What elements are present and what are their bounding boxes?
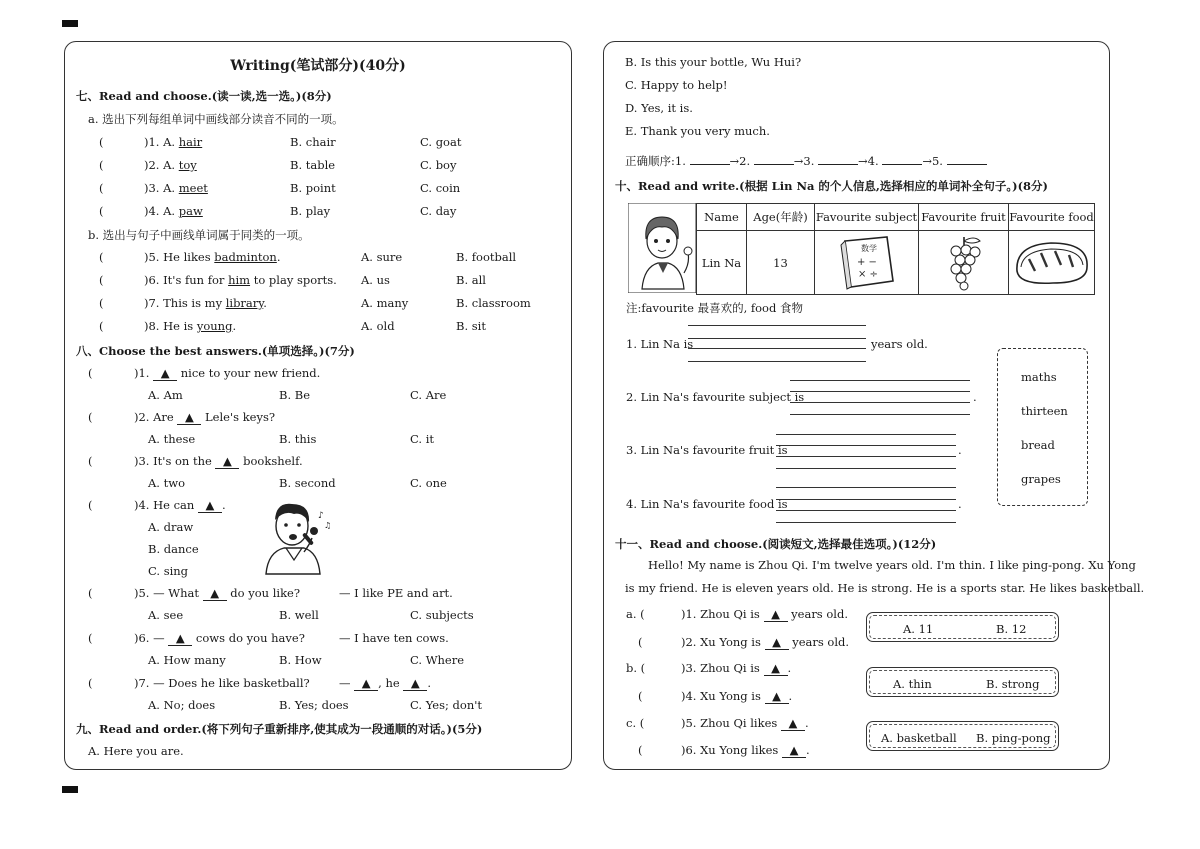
blank-triangle: ▲ xyxy=(781,716,805,731)
answer-line[interactable] xyxy=(790,391,970,392)
svg-text:♪: ♪ xyxy=(318,511,324,521)
order-item-a: A. Here you are. xyxy=(88,744,184,758)
answer-line[interactable] xyxy=(776,510,956,511)
option-c: C. sing xyxy=(148,564,189,578)
question-text: )3. Zhou Qi is ▲ . xyxy=(681,661,792,675)
sec7-part-a: a. 选出下列每组单词中画线部分读音不同的一项。 xyxy=(88,112,344,126)
option-a: A. draw xyxy=(148,520,194,534)
cell-age: 13 xyxy=(747,231,815,295)
cell-name: Lin Na xyxy=(697,231,747,295)
answer-paren[interactable]: ( xyxy=(99,181,104,195)
option-b: B. second xyxy=(279,476,336,490)
question-text: )1. A. hair xyxy=(144,135,203,149)
answer-line[interactable] xyxy=(688,348,866,349)
passage-line-1: Hello! My name is Zhou Qi. I'm twelve years old. I'm thin. I like ping-pong. Xu Yong xyxy=(648,558,1136,572)
answer-paren[interactable]: ( xyxy=(99,296,104,310)
word-bank-item: grapes xyxy=(1021,472,1061,486)
sentence-1-start: 1. Lin Na is xyxy=(626,337,694,351)
blank-triangle: ▲ xyxy=(354,676,378,691)
word-bank-item: maths xyxy=(1021,370,1057,384)
question-text: )2. A. toy xyxy=(144,158,197,172)
header-subject: Favourite subject xyxy=(815,204,919,231)
question-text: )5. He likes badminton. xyxy=(144,250,281,264)
answer-line[interactable] xyxy=(776,434,956,435)
answer-paren[interactable]: ( xyxy=(638,635,643,649)
option-b: B. well xyxy=(279,608,319,622)
blank-triangle: ▲ xyxy=(782,743,806,758)
scan-mark-bottom xyxy=(62,786,78,793)
sec7-heading: 七、Read and choose.(读一读,选一选。)(8分) xyxy=(76,89,332,103)
scan-mark-top xyxy=(62,20,78,27)
question-text: )4. Xu Yong is ▲ . xyxy=(681,689,793,703)
option-b: B. table xyxy=(290,158,336,172)
answer-paren[interactable]: ( xyxy=(88,498,93,512)
answer-line[interactable] xyxy=(790,402,970,403)
answer-line[interactable] xyxy=(688,325,866,326)
answer-line[interactable] xyxy=(688,361,866,362)
question-text: )5. — What ▲ do you like? xyxy=(134,586,301,600)
option-a: A. thin xyxy=(893,677,932,691)
sec8-heading: 八、Choose the best answers.(单项选择。)(7分) xyxy=(76,344,355,358)
book-label: 数学 xyxy=(860,243,877,253)
option-a: A. old xyxy=(361,319,395,333)
option-c: C. day xyxy=(420,204,457,218)
question-text: )2. Are ▲ Lele's keys? xyxy=(134,410,276,424)
word-bank-item: bread xyxy=(1021,438,1055,452)
word-bank-item: thirteen xyxy=(1021,404,1068,418)
blank-triangle: ▲ xyxy=(764,661,788,676)
grapes-icon xyxy=(942,235,986,291)
header-name: Name xyxy=(697,204,747,231)
answer-line[interactable] xyxy=(790,414,970,415)
question-text: )6. It's fun for him to play sports. xyxy=(144,273,337,287)
answer-line[interactable] xyxy=(790,380,970,381)
blank-triangle: ▲ xyxy=(403,676,427,691)
sentence-2: 2. Lin Na's favourite subject is xyxy=(626,390,805,404)
answer-line[interactable] xyxy=(776,468,956,469)
option-c: C. Yes; don't xyxy=(410,698,483,712)
option-b: B. point xyxy=(290,181,336,195)
question-text: )7. — Does he like basketball? xyxy=(134,676,310,690)
svg-text:+ −: + − xyxy=(856,256,877,268)
question-text: )6. — ▲ cows do you have? xyxy=(134,631,305,645)
option-a: A. basketball xyxy=(881,731,957,745)
cell-food xyxy=(1009,231,1095,295)
vocab-note: 注:favourite 最喜欢的, food 食物 xyxy=(626,301,804,315)
answer-paren[interactable]: ( xyxy=(99,158,104,172)
order-item-b: B. Is this your bottle, Wu Hui? xyxy=(625,55,802,69)
answer-paren[interactable]: c. ( xyxy=(626,716,645,730)
blank-triangle: ▲ xyxy=(765,635,789,650)
option-a: A. see xyxy=(148,608,184,622)
question-text: )1. Zhou Qi is ▲ years old. xyxy=(681,607,848,621)
sentence-1-end: years old. xyxy=(871,337,928,351)
answer-paren[interactable]: ( xyxy=(88,366,93,380)
answer-paren[interactable]: ( xyxy=(88,454,93,468)
sentence-4: 4. Lin Na's favourite food is xyxy=(626,497,788,511)
answer-line[interactable] xyxy=(776,445,956,446)
sentence-2-dot: . xyxy=(973,390,977,404)
svg-text:♫: ♫ xyxy=(324,521,332,530)
page-title: Writing(笔试部分)(40分) xyxy=(230,58,406,74)
option-c: C. coin xyxy=(420,181,461,195)
blank-triangle: ▲ xyxy=(765,689,789,704)
answer-paren[interactable]: ( xyxy=(88,676,93,690)
option-a: A. Am xyxy=(148,388,183,402)
option-b: B. ping-pong xyxy=(976,731,1051,745)
option-a: A. 11 xyxy=(903,622,934,636)
bread-icon xyxy=(1013,237,1091,289)
order-item-e: E. Thank you very much. xyxy=(625,124,770,138)
answer-paren[interactable]: ( xyxy=(99,135,104,149)
answer-line[interactable] xyxy=(776,456,956,457)
option-b: B. dance xyxy=(148,542,199,556)
option-c: C. goat xyxy=(420,135,462,149)
option-c: C. Where xyxy=(410,653,465,667)
option-b: B. play xyxy=(290,204,331,218)
math-book-icon xyxy=(835,235,899,291)
sec11-heading: 十一、Read and choose.(阅读短文,选择最佳选项。)(12分) xyxy=(615,537,937,551)
question-text: )8. He is young. xyxy=(144,319,237,333)
answer-line[interactable] xyxy=(776,522,956,523)
question-text: )4. A. paw xyxy=(144,204,203,218)
answer-paren[interactable]: ( xyxy=(99,319,104,333)
cell-fruit xyxy=(919,231,1009,295)
sentence-4-dot: . xyxy=(958,497,962,511)
sentence-3-dot: . xyxy=(958,443,962,457)
answer-paren[interactable]: ( xyxy=(638,743,643,757)
answer-paren[interactable]: ( xyxy=(99,204,104,218)
option-a: A. How many xyxy=(148,653,226,667)
question-text: )6. Xu Yong likes ▲ . xyxy=(681,743,810,757)
question-text: )5. Zhou Qi likes ▲ . xyxy=(681,716,809,730)
blank-triangle: ▲ xyxy=(198,498,222,513)
option-c: C. one xyxy=(410,476,447,490)
option-c: C. boy xyxy=(420,158,457,172)
blank-triangle: ▲ xyxy=(215,454,239,469)
header-fruit: Favourite fruit xyxy=(919,204,1009,231)
blank-triangle: ▲ xyxy=(168,631,192,646)
answer-paren[interactable]: ( xyxy=(638,689,643,703)
sec7-part-b: b. 选出与句子中画线单词属于同类的一项。 xyxy=(88,228,310,242)
option-b: B. Be xyxy=(279,388,311,402)
question-text: )3. A. meet xyxy=(144,181,208,195)
sentence-3: 3. Lin Na's favourite fruit is xyxy=(626,443,788,457)
blank-triangle: ▲ xyxy=(153,366,177,381)
order-item-c: C. Happy to help! xyxy=(625,78,728,92)
passage-line-2: is my friend. He is eleven years old. He is strong. He is a sports star. He likes basketball. xyxy=(625,581,1145,595)
answer-line[interactable] xyxy=(776,499,956,500)
sec9-heading: 九、Read and order.(将下列句子重新排序,使其成为一段通顺的对话。)(5分) xyxy=(76,722,483,736)
order-item-d: D. Yes, it is. xyxy=(625,101,693,115)
option-a: A. sure xyxy=(361,250,403,264)
option-a: A. No; does xyxy=(148,698,216,712)
answer-paren[interactable]: ( xyxy=(99,250,104,264)
cell-subject xyxy=(815,231,919,295)
header-age: Age(年龄) xyxy=(747,204,815,231)
option-c: C. Are xyxy=(410,388,447,402)
option-c: C. subjects xyxy=(410,608,474,622)
svg-text:× ÷: × ÷ xyxy=(857,268,878,280)
singing-boy-illustration xyxy=(256,496,332,578)
header-food: Favourite food xyxy=(1009,204,1095,231)
option-c: C. it xyxy=(410,432,434,446)
answer-paren[interactable]: a. ( xyxy=(626,607,645,621)
option-a: A. many xyxy=(361,296,409,310)
option-b: B. classroom xyxy=(456,296,531,310)
question-text: )4. He can ▲ . xyxy=(134,498,226,512)
question-text: )1. ▲ nice to your new friend. xyxy=(134,366,321,380)
blank-triangle: ▲ xyxy=(203,586,227,601)
option-b: B. strong xyxy=(986,677,1040,691)
order-answer-line[interactable]: 正确顺序:1. →2. →3. →4. →5. xyxy=(625,153,987,169)
sec10-heading: 十、Read and write.(根据 Lin Na 的个人信息,选择相应的单词补全句子。)(8分) xyxy=(615,179,1048,193)
options-box-a xyxy=(866,612,1059,642)
lin-na-info-table xyxy=(696,203,1095,295)
answer-paren[interactable]: ( xyxy=(99,273,104,287)
option-b: B. Yes; does xyxy=(279,698,349,712)
answer-paren[interactable]: ( xyxy=(88,410,93,424)
option-b: B. sit xyxy=(456,319,486,333)
response-text: — I like PE and art. xyxy=(339,586,453,600)
option-b: B. chair xyxy=(290,135,336,149)
option-b: B. How xyxy=(279,653,322,667)
option-b: B. 12 xyxy=(996,622,1027,636)
response-text: — ▲ , he ▲ . xyxy=(339,676,431,690)
question-text: )7. This is my library. xyxy=(144,296,267,310)
lin-na-girl-illustration xyxy=(628,203,696,293)
option-b: B. football xyxy=(456,250,517,264)
option-b: B. all xyxy=(456,273,486,287)
answer-paren[interactable]: ( xyxy=(88,631,93,645)
answer-line[interactable] xyxy=(776,487,956,488)
answer-line[interactable] xyxy=(688,338,866,339)
option-a: A. us xyxy=(361,273,390,287)
question-text: )3. It's on the ▲ bookshelf. xyxy=(134,454,303,468)
question-text: )2. Xu Yong is ▲ years old. xyxy=(681,635,850,649)
option-a: A. these xyxy=(148,432,196,446)
answer-paren[interactable]: b. ( xyxy=(626,661,646,675)
blank-triangle: ▲ xyxy=(764,607,788,622)
option-b: B. this xyxy=(279,432,317,446)
option-a: A. two xyxy=(148,476,186,490)
blank-triangle: ▲ xyxy=(177,410,201,425)
answer-paren[interactable]: ( xyxy=(88,586,93,600)
response-text: — I have ten cows. xyxy=(339,631,449,645)
